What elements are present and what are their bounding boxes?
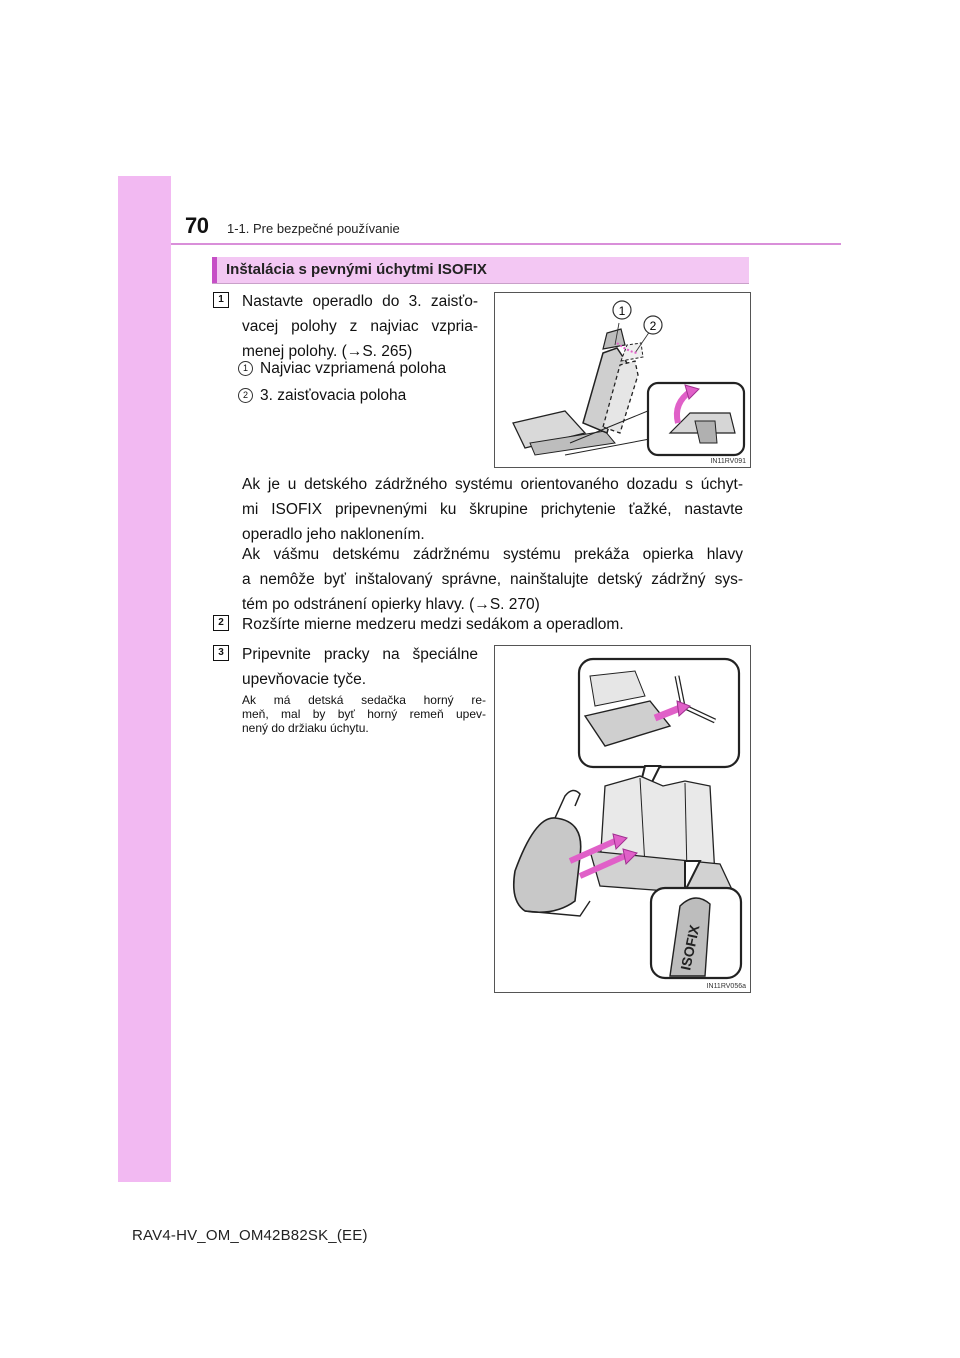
note-1-line-2: mi ISOFIX pripevnenými ku škrupine prichytenie ťažké, nastavte bbox=[242, 501, 743, 518]
step-number-2: 2 bbox=[213, 615, 229, 631]
step-number-3: 3 bbox=[213, 645, 229, 661]
footer-doc-id: RAV4-HV_OM_OM42B82SK_(EE) bbox=[132, 1227, 368, 1244]
step-3-note-line-3: nený do držiaku úchytu. bbox=[242, 721, 369, 735]
figure-isofix-attachment bbox=[494, 645, 751, 993]
note-2-line-1: Ak vášmu detskému zádržnému systému prekáža opierka hlavy bbox=[242, 546, 743, 563]
note-1-line-3: operadlo jeho naklonením. bbox=[242, 526, 425, 543]
item-marker-2: 2 bbox=[238, 388, 253, 403]
step-1-line-3: menej polohy. (→S. 265) bbox=[242, 343, 413, 360]
item-text-2: 3. zaisťovacia poloha bbox=[260, 387, 407, 404]
isofix-label: ISOFIX bbox=[677, 923, 703, 972]
callout-2: 2 bbox=[649, 319, 657, 333]
figure-code-1: IN11RV091 bbox=[710, 458, 746, 465]
item-text-1: Najviac vzpriamená poloha bbox=[260, 360, 447, 377]
step-number-1: 1 bbox=[213, 292, 229, 308]
page-number: 70 bbox=[185, 213, 209, 238]
section-accent bbox=[212, 257, 217, 283]
note-2-line-3: tém po odstránení opierky hlavy. (→S. 270) bbox=[242, 596, 540, 613]
step-3-note-line-1: Ak má detská sedačka horný re- bbox=[242, 693, 486, 707]
section-title: Inštalácia s pevnými úchytmi ISOFIX bbox=[226, 261, 487, 278]
item-marker-1: 1 bbox=[238, 361, 253, 376]
callout-1: 1 bbox=[618, 304, 626, 318]
side-color-bar bbox=[118, 176, 171, 1182]
isofix-illustration bbox=[495, 646, 750, 992]
step-1-line-2: vacej polohy z najviac vzpria- bbox=[242, 318, 478, 335]
step-3-note-line-2: meň, mal by byť horný remeň upev- bbox=[242, 707, 486, 721]
step-3-line-2: upevňovacie tyče. bbox=[242, 671, 367, 688]
section-rule bbox=[212, 283, 749, 284]
chapter-title: 1-1. Pre bezpečné používanie bbox=[227, 221, 400, 236]
step-2-text: Rozšírte mierne medzeru medzi sedákom a operadlom. bbox=[242, 616, 624, 633]
figure-code-2: IN11RV056a bbox=[706, 983, 746, 990]
header-rule bbox=[171, 243, 841, 245]
step-3-line-1: Pripevnite pracky na špeciálne bbox=[242, 646, 478, 663]
figure-seatback-positions bbox=[494, 292, 751, 468]
section-header bbox=[212, 257, 749, 283]
note-2-line-2: a nemôže byť inštalovaný správne, nainštalujte detský zádržný sys- bbox=[242, 571, 743, 588]
step-1-line-1: Nastavte operadlo do 3. zaisťo- bbox=[242, 293, 478, 310]
note-1-line-1: Ak je u detského zádržného systému orientovaného dozadu s úchyt- bbox=[242, 476, 743, 493]
seatback-illustration bbox=[495, 293, 750, 467]
